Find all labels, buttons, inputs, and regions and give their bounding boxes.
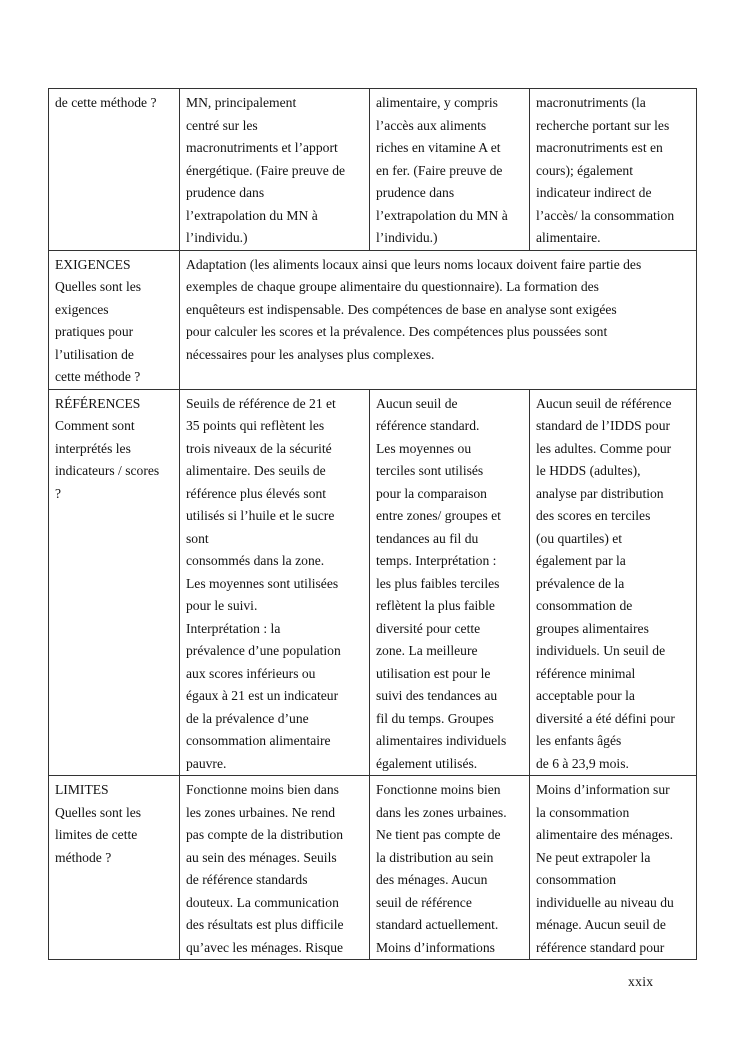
- table-cell: MN, principalement centré sur les macronutriments et l’apport énergétique. (Faire preuve de prudence dans l’extrapolation du MN à l’individu.): [180, 89, 370, 251]
- row-label-cell: LIMITES Quelles sont les limites de cette méthode ?: [49, 776, 180, 960]
- table-cell: macronutriments (la recherche portant sur les macronutriments est en cours); également indicateur indirect de l’accès/ la consommation alimentaire.: [530, 89, 697, 251]
- table-row: [49, 89, 697, 251]
- page-number: xxix: [628, 974, 654, 989]
- row-label-cell: de cette méthode ?: [49, 89, 180, 251]
- table-row: [49, 776, 697, 960]
- row-label-cell: RÉFÉRENCES Comment sont interprétés les indicateurs / scores ?: [49, 389, 180, 776]
- table-cell: Seuils de référence de 21 et 35 points qui reflètent les trois niveaux de la sécurité alimentaire. Des seuils de référence plus élevés sont utilisés si l’huile et le sucre sont consommés dans la zone. Les moyennes sont utilisées pour le suivi. Interprétation : la prévalence d’une population aux scores inférieurs ou égaux à 21 est un indicateur de la prévalence d’une consommation alimentaire pauvre.: [180, 389, 370, 776]
- table-cell: alimentaire, y compris l’accès aux aliments riches en vitamine A et en fer. (Faire preuve de prudence dans l’extrapolation du MN à l’individu.): [370, 89, 530, 251]
- method-comparison-table: [48, 88, 697, 960]
- table-cell: Aucun seuil de référence standard. Les moyennes ou terciles sont utilisés pour la comparaison entre zones/ groupes et tendances au fil du temps. Interprétation : les plus faibles terciles reflètent la plus faible diversité pour cette zone. La meilleure utilisation est pour le suivi des tendances au fil du temps. Groupes alimentaires individuels également utilisés.: [370, 389, 530, 776]
- table-cell: Fonctionne moins bien dans les zones urbaines. Ne tient pas compte de la distribution au sein des ménages. Aucun seuil de référence standard actuellement. Moins d’informations: [370, 776, 530, 960]
- table-row: [49, 250, 697, 389]
- merged-cell: Adaptation (les aliments locaux ainsi que leurs noms locaux doivent faire partie des exemples de chaque groupe alimentaire du questionnaire). La formation des enquêteurs est indispensable. Des compétences de base en analyse sont exigées pour calculer les scores et la prévalence. Des compétences plus poussées sont nécessaires pour les analyses plus complexes.: [180, 250, 697, 389]
- table-cell: Aucun seuil de référence standard de l’IDDS pour les adultes. Comme pour le HDDS (adultes), analyse par distribution des scores en terciles (ou quartiles) et également par la prévalence de la consommation de groupes alimentaires individuels. Un seuil de référence minimal acceptable pour la diversité a été défini pour les enfants âgés de 6 à 23,9 mois.: [530, 389, 697, 776]
- table-cell: Moins d’information sur la consommation alimentaire des ménages. Ne peut extrapoler la consommation individuelle au niveau du ménage. Aucun seuil de référence standard pour: [530, 776, 697, 960]
- table-row: [49, 389, 697, 776]
- row-label-cell: EXIGENCES Quelles sont les exigences pratiques pour l’utilisation de cette méthode ?: [49, 250, 180, 389]
- table-cell: Fonctionne moins bien dans les zones urbaines. Ne rend pas compte de la distribution au sein des ménages. Seuils de référence standards douteux. La communication des résultats est plus difficile qu’avec les ménages. Risque: [180, 776, 370, 960]
